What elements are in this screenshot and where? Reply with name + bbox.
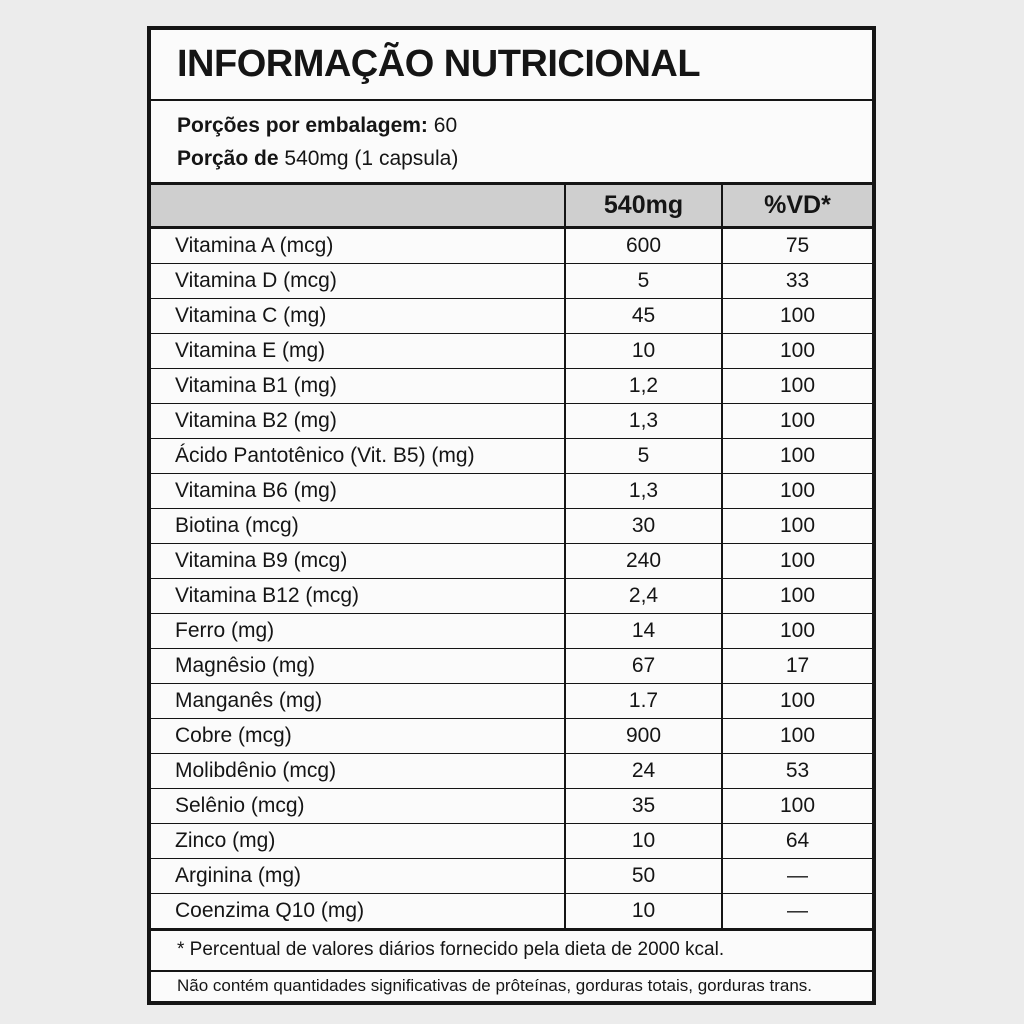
header-vd: %VD* (722, 185, 872, 227)
table-row (151, 333, 872, 368)
nutrient-amount: 10 (565, 823, 722, 858)
nutrient-vd: 100 (722, 578, 872, 613)
nutrient-vd: — (722, 858, 872, 893)
table-row (151, 368, 872, 403)
nutrient-vd: 100 (722, 368, 872, 403)
serving-info (151, 101, 872, 185)
nutrient-name: Vitamina B1 (mg) (151, 368, 565, 403)
table-row (151, 473, 872, 508)
nutrient-amount: 240 (565, 543, 722, 578)
nutrient-name: Coenzima Q10 (mg) (151, 893, 565, 928)
portions-label: Porções por embalagem: (177, 114, 428, 137)
nutrient-amount: 900 (565, 718, 722, 753)
nutrient-vd: 100 (722, 613, 872, 648)
nutrient-amount: 14 (565, 613, 722, 648)
nutrient-name: Vitamina B6 (mg) (151, 473, 565, 508)
table-row (151, 613, 872, 648)
nutrient-name: Vitamina E (mg) (151, 333, 565, 368)
table-row (151, 543, 872, 578)
portions-value: 60 (433, 114, 458, 137)
nutrient-name: Vitamina B9 (mcg) (151, 543, 565, 578)
nutrient-name: Ácido Pantotênico (Vit. B5) (mg) (151, 438, 565, 473)
header-nutrient (151, 185, 565, 227)
nutrient-vd: 100 (722, 718, 872, 753)
nutrient-vd: 53 (722, 753, 872, 788)
nutrient-amount: 5 (565, 438, 722, 473)
header-amount: 540mg (565, 185, 722, 227)
nutrient-name: Zinco (mg) (151, 823, 565, 858)
nutrient-amount: 5 (565, 263, 722, 298)
nutrient-vd: 100 (722, 403, 872, 438)
nutrient-amount: 1,3 (565, 473, 722, 508)
table-row (151, 298, 872, 333)
nutrient-name: Manganês (mg) (151, 683, 565, 718)
table-row (151, 403, 872, 438)
nutrient-vd: — (787, 898, 808, 922)
nutrient-amount: 10 (565, 333, 722, 368)
nutrient-amount: 1,3 (565, 403, 722, 438)
nutrient-name: Biotina (mcg) (151, 508, 565, 543)
nutrient-vd: 100 (722, 508, 872, 543)
nutrient-amount: 1.7 (565, 683, 722, 718)
nutrient-table (151, 185, 872, 928)
nutrient-vd: 100 (722, 543, 872, 578)
nutrient-vd: 100 (722, 298, 872, 333)
table-header-row (151, 185, 872, 227)
nutrient-vd: 100 (722, 438, 872, 473)
table-row (151, 718, 872, 753)
nutrient-amount: 1,2 (565, 368, 722, 403)
table-row (151, 438, 872, 473)
table-row (151, 753, 872, 788)
table-row (151, 263, 872, 298)
nutrient-vd: 100 (722, 333, 872, 368)
nutrient-amount: 67 (565, 648, 722, 683)
nutrient-amount: 30 (565, 508, 722, 543)
nutrient-name: Vitamina B12 (mcg) (151, 578, 565, 613)
nutrient-table-wrap (151, 185, 872, 931)
disclaimer: Não contém quantidades significativas de prôteínas, gorduras totais, gorduras trans. (177, 976, 813, 996)
nutrient-vd: 33 (722, 263, 872, 298)
table-row (151, 788, 872, 823)
nutrient-amount: 45 (565, 298, 722, 333)
nutrient-amount: 600 (565, 227, 722, 263)
nutrient-amount: 24 (565, 753, 722, 788)
nutrient-amount: 50 (565, 858, 722, 893)
nutrient-vd: 75 (722, 227, 872, 263)
nutrient-name: Selênio (mcg) (151, 788, 565, 823)
nutrient-vd: 64 (722, 823, 872, 858)
nutrient-amount: 2,4 (565, 578, 722, 613)
table-row (151, 508, 872, 543)
portion-label: Porção de (177, 147, 279, 170)
nutrition-label (147, 26, 876, 1005)
portion-line (177, 142, 872, 175)
table-row (151, 648, 872, 683)
table-row (151, 893, 872, 928)
table-row (151, 683, 872, 718)
footnote: * Percentual de valores diários fornecido pela dieta de 2000 kcal. (151, 931, 872, 972)
nutrient-name: Molibdênio (mcg) (151, 753, 565, 788)
nutrient-name: Magnêsio (mg) (151, 648, 565, 683)
nutrient-name: Arginina (mg) (151, 858, 565, 893)
nutrient-name: Vitamina B2 (mg) (151, 403, 565, 438)
nutrient-vd: 17 (722, 648, 872, 683)
table-row (151, 227, 872, 263)
nutrient-name: Vitamina A (mcg) (151, 227, 565, 263)
nutrient-vd: 100 (722, 473, 872, 508)
table-row (151, 858, 872, 893)
nutrient-name: Ferro (mg) (151, 613, 565, 648)
nutrient-vd: 100 (722, 788, 872, 823)
nutrient-vd: 100 (722, 683, 872, 718)
nutrient-name: Cobre (mcg) (151, 718, 565, 753)
portion-value: 540mg (1 capsula) (284, 147, 459, 170)
portions-line (177, 109, 872, 142)
nutrient-name: Vitamina D (mcg) (151, 263, 565, 298)
label-title: INFORMAÇÃO NUTRICIONAL (151, 30, 872, 101)
table-row (151, 823, 872, 858)
nutrient-amount: 10 (565, 893, 722, 928)
nutrient-name: Vitamina C (mg) (151, 298, 565, 333)
nutrient-amount: 35 (565, 788, 722, 823)
table-row (151, 578, 872, 613)
